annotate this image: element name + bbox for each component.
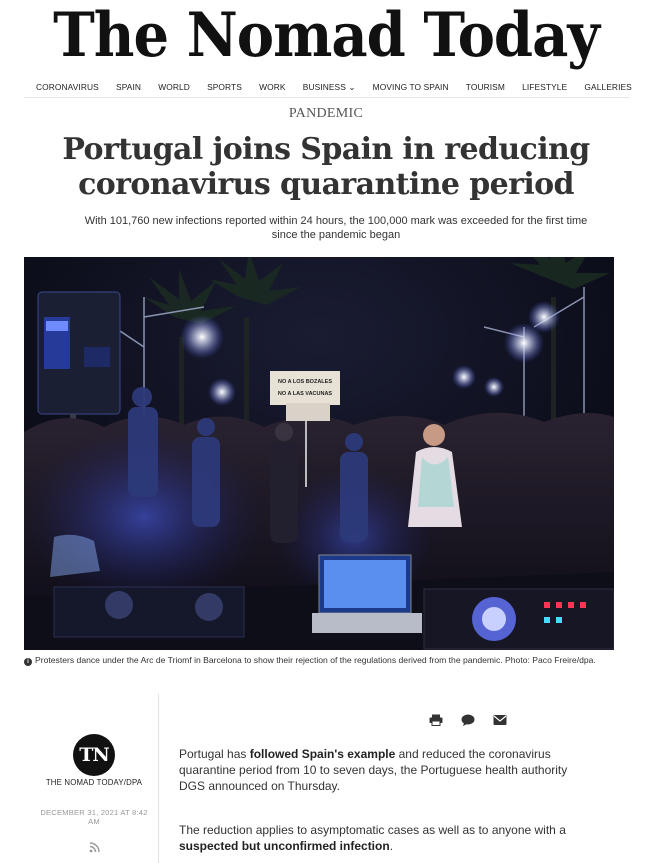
inline-link-suspected-infection[interactable]: suspected but unconfirmed infection bbox=[179, 839, 390, 853]
site-logo[interactable]: The Nomad Today bbox=[53, 0, 599, 72]
section-label[interactable]: PANDEMIC bbox=[288, 106, 364, 121]
main-nav bbox=[36, 82, 632, 92]
caption-text: Protesters dance under the Arc de Triomf in Barcelona to show their rejection of the regulations derived from the pandemic. Photo: Paco Freire/dpa. bbox=[35, 655, 596, 665]
paragraph-1-text-start: Portugal has bbox=[179, 747, 250, 761]
nav-item-lifestyle[interactable]: LIFESTYLE bbox=[522, 82, 568, 92]
inline-link-spain-example[interactable]: followed Spain's example bbox=[249, 747, 396, 761]
masthead bbox=[0, 0, 652, 74]
paragraph-1-text-end: and reduced the coronavirus quarantine period from 10 to seven days, the Portuguese health authority DGS announced on Thursday. bbox=[179, 747, 568, 793]
article-subhead: With 101,760 new infections reported within 24 hours, the 100,000 mark was exceeded for the first time since the pandemic began bbox=[84, 215, 588, 241]
headline-line-1: Portugal joins Spain in reducing bbox=[62, 132, 590, 167]
headline-line-2: coronavirus quarantine period bbox=[78, 167, 574, 202]
article-paragraph-2 bbox=[179, 822, 579, 854]
photo-sign-text-1: NO A LOS BOZALES bbox=[278, 379, 332, 385]
hero-photo bbox=[24, 257, 614, 650]
article-paragraph-1 bbox=[179, 746, 579, 794]
article-headline bbox=[40, 132, 612, 202]
nav-item-coronavirus[interactable]: CORONAVIRUS bbox=[36, 82, 99, 92]
print-icon[interactable] bbox=[429, 714, 443, 726]
comment-icon[interactable] bbox=[461, 714, 475, 726]
paragraph-2-text-end: . bbox=[389, 839, 394, 853]
rss-icon[interactable] bbox=[89, 841, 101, 853]
nav-item-moving-to-spain[interactable]: MOVING TO SPAIN bbox=[372, 82, 449, 92]
nav-item-business[interactable]: BUSINESS ⌄ bbox=[302, 82, 356, 92]
nav-item-work[interactable]: WORK bbox=[259, 82, 286, 92]
author-name[interactable]: THE NOMAD TODAY/DPA bbox=[45, 778, 143, 787]
info-icon: i bbox=[24, 658, 32, 666]
nav-item-world[interactable]: WORLD bbox=[158, 82, 190, 92]
nav-item-galleries[interactable]: GALLERIES bbox=[584, 82, 632, 92]
nav-item-spain[interactable]: SPAIN bbox=[116, 82, 142, 92]
protest-photo-illustration bbox=[24, 257, 614, 650]
photo-sign-text-2: NO A LAS VACUNAS bbox=[277, 391, 333, 397]
nav-item-tourism[interactable]: TOURISM bbox=[465, 82, 505, 92]
photo-caption bbox=[24, 655, 630, 666]
paragraph-2-text-start: The reduction applies to asymptomatic cases as well as to anyone with a bbox=[179, 823, 566, 837]
email-icon[interactable] bbox=[493, 714, 507, 726]
nav-item-sports[interactable]: SPORTS bbox=[207, 82, 242, 92]
nav-divider bbox=[24, 97, 630, 98]
author-avatar[interactable]: TN bbox=[73, 734, 115, 776]
publish-date: DECEMBER 31, 2021 AT 8:42 AM bbox=[40, 808, 148, 826]
